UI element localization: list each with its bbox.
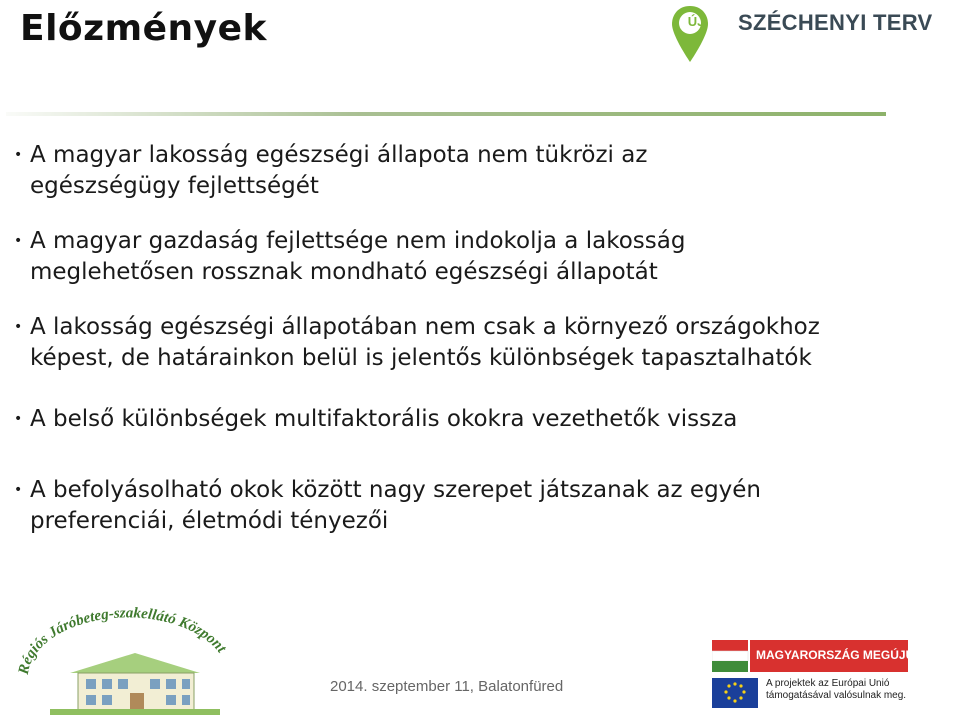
bullet-dot-icon: • [14,411,23,427]
title-divider [6,112,886,116]
bullet-item [12,312,942,374]
bullet-text: A magyar gazdaság fejlettsége nem indokolja a lakosság meglehetősen rossznak mondható egészségi állapotát [30,228,686,285]
bullet-text: A belső különbségek multifaktorális okokra vezethetők vissza [30,406,738,432]
banner-text: MAGYARORSZÁG MEGÚJUL [756,648,922,662]
bullet-text: A lakosság egészségi állapotában nem csak a környező országokhoz képest, de határainkon belül is jelentős különbségek tapasztalhatók [30,314,820,371]
bullet-list [12,140,942,537]
bullet-item [12,475,942,537]
footer-date: 2014. szeptember 11, Balatonfüred [330,678,564,695]
logo-badge: ÚJ [687,14,705,29]
bullet-dot-icon: • [14,233,23,249]
clinic-stamp-logo [10,605,240,721]
logo-text: SZÉCHENYI TERV [738,10,933,35]
bullet-item [12,140,942,202]
bullet-dot-icon: • [14,147,23,163]
bullet-item [12,226,942,288]
stamp-text: Régiós Járóbeteg-szakellátó Központ [15,605,230,676]
bullet-dot-icon: • [14,319,23,335]
bullet-text: A magyar lakosság egészségi állapota nem tükrözi az egészségügy fejlettségét [30,142,648,199]
bullet-item [12,404,942,435]
bullet-dot-icon: • [14,482,23,498]
bullet-text: A befolyásolható okok között nagy szerepet játszanak az egyén preferenciái, életmódi tényezői [30,477,762,534]
eu-support-text: A projektek az Európai Unió támogatásával valósulnak meg. [766,678,907,701]
page-title: Előzmények [20,8,267,49]
